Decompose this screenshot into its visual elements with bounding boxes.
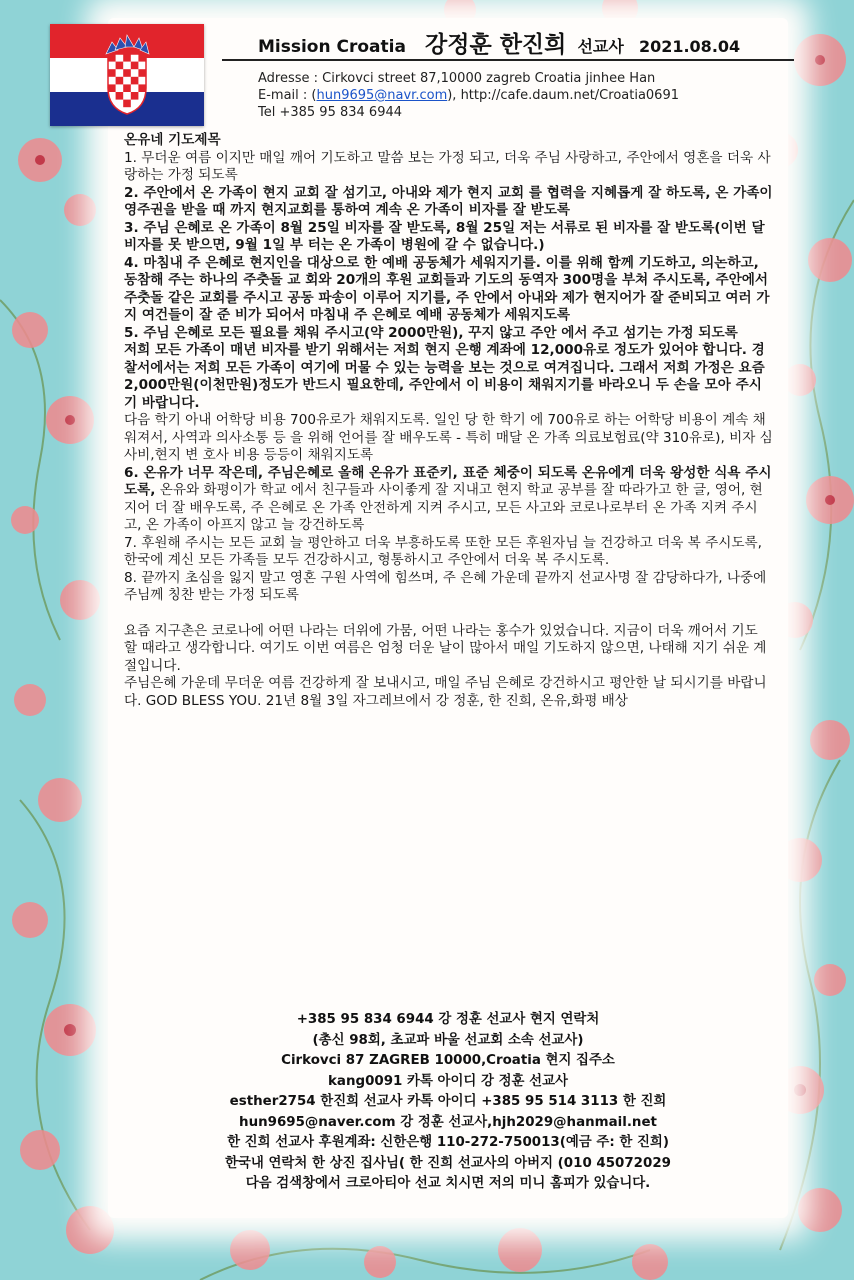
tuition-note: 다음 학기 아내 어학당 비용 700유로가 채워지도록. 일인 당 한 학기 에 700유로 하는 어학당 비용이 계속 채워져서, 사역과 의사소통 등 을 위해 언어를 잘 배우도록 - 특히 매달 온 가족 의료보험료(약 310유로), 비자 심사비,현지 변 호사 비용 등등이 채워지도록 bbox=[124, 412, 773, 463]
prayer-item-5: 5. 주님 은혜로 모든 필요를 채워 주시고(약 2000만원), 꾸지 않고 주안 에서 주고 섬기는 가정 되도록 bbox=[124, 324, 738, 341]
footer-line-9: 다음 검색창에서 크로아티아 선교 치시면 저의 미니 홈피가 있습니다. bbox=[245, 1176, 651, 1191]
footer-line-6: hun9695@naver.com 강 정훈 선교사,hjh2029@hanmail.net bbox=[239, 1114, 657, 1130]
header-title bbox=[258, 26, 818, 58]
address-line: Adresse : Cirkovci street 87,10000 zagreb Croatia jinhee Han bbox=[258, 71, 656, 86]
footer-line-8: 한국내 연락처 한 상진 집사님( 한 진희 선교사의 아버지 (010 45072029 bbox=[225, 1155, 671, 1171]
tel-line: Tel +385 95 834 6944 bbox=[258, 105, 403, 120]
prayer-item-6-rest: 온유와 화평이가 학교 에서 친구들과 사이좋게 잘 지내고 현지 학교 공부를 잘 따라가고 한 글, 영어, 현지어 더 잘 배우도록, 주 은혜로 온 가족 안전하게 지켜 주시고, 모든 사고와 코로나로부터 온 가족 지켜 주시고, 온 가족이 아프지 않고 늘 강건하도록 bbox=[124, 482, 763, 533]
email-link[interactable]: hun9695@navr.com bbox=[316, 88, 448, 103]
prayer-item-8: 8. 끝까지 초심을 잃지 말고 영혼 구원 사역에 힘쓰며, 주 은혜 가운데 끝까지 선교사명 잘 감당하다가, 나중에 주님께 칭찬 받는 가정 되도록 bbox=[124, 569, 767, 603]
footer-line-5: esther2754 한진희 선교사 카톡 아이디 +385 95 514 3113 한 진희 bbox=[229, 1094, 667, 1109]
footer-line-4: kang0091 카톡 아이디 강 정훈 선교사 bbox=[328, 1073, 568, 1089]
prayer-item-4: 4. 마침내 주 은혜로 현지인을 대상으로 한 예배 공동체가 세워지기를. 이를 위해 함께 기도하고, 의논하고, 동참해 주는 하나의 주춧돌 교 회와 20개의 후원 교회들과 기도의 동역자 300명을 부쳐 주시도록, 주안에서 주춧돌 같은 교회를 주시고 공동 파송이 이루어 지기를, 주 안에서 아내와 제가 현지어가 잘 준비되고 여러 가지 여건들이 잘 준 비가 되어서 마침내 주 은혜로 예배 공동체가 세워지도록 bbox=[124, 254, 770, 323]
prayer-heading: 온유네 기도제목 bbox=[124, 132, 221, 148]
letter-body bbox=[124, 132, 774, 710]
footer-line-7: 한 진희 선교사 후원계좌: 신한은행 110-272-750013(예금 주: 한 진희) bbox=[227, 1135, 669, 1150]
missionary-role: 선교사 bbox=[577, 37, 624, 56]
email-prefix: E-mail : ( bbox=[258, 88, 317, 103]
footer-line-1: +385 95 834 6944 강 정훈 선교사 현지 연락처 bbox=[296, 1012, 600, 1027]
prayer-item-7: 7. 후원해 주시는 모든 교회 늘 평안하고 더욱 부흥하도록 또한 모든 후원자님 늘 건강하고 더욱 복 주시도록, 한국에 계신 모든 가족들 모두 건강하시고, 형통하시고 주안에서 더욱 복 주시도록. bbox=[124, 534, 762, 568]
footer-line-3: Cirkovci 87 ZAGREB 10000,Croatia 현지 집주소 bbox=[281, 1053, 615, 1068]
letter-paragraph-1: 요즘 지구촌은 코로나에 어떤 나라는 더위에 가뭄, 어떤 나라는 홍수가 있었습니다. 지금이 더욱 깨어서 기도 할 때라고 생각합니다. 여기도 이번 여름은 엄청 더운 날이 많아서 매일 기도하지 않으면, 나태해 지기 쉬운 계절입니다. bbox=[124, 622, 767, 674]
letter-paragraph-2: 주님은혜 가운데 무더운 여름 건강하게 잘 보내시고, 매일 주님 은혜로 강건하시고 평안한 날 되시기를 바랍니다. GOD BLESS YOU. 21년 8월 3일 자그레브에서 강 정훈, 한 진희, 온유,화평 배상 bbox=[124, 675, 767, 709]
email-suffix: ), http://cafe.daum.net/Croatia0691 bbox=[447, 88, 679, 103]
footer-line-2: (총신 98회, 초교파 바울 선교회 소속 선교사) bbox=[312, 1032, 584, 1048]
footer-contacts bbox=[118, 1010, 778, 1195]
mission-title: Mission Croatia bbox=[258, 37, 406, 57]
prayer-item-2: 2. 주안에서 온 가족이 현지 교회 잘 섬기고, 아내와 제가 현지 교회 를 협력을 지혜롭게 잘 하도록, 온 가족이 영주권을 받을 때 까지 현지교회를 통하여 계속 온 가족이 비자를 잘 받도록 bbox=[124, 184, 773, 218]
contact-block bbox=[258, 70, 679, 121]
email-line bbox=[258, 87, 679, 104]
spacer bbox=[124, 605, 774, 623]
letter-date: 2021.08.04 bbox=[638, 37, 741, 56]
prayer-item-1: 1. 무더운 여름 이지만 매일 깨어 기도하고 말씀 보는 가정 되고, 더욱 주님 사랑하고, 주안에서 영혼을 더욱 사랑하는 가정 되도록 bbox=[124, 149, 771, 183]
prayer-item-6-bold: 6. 온유가 너무 작은데, 주님은혜로 올해 온유가 표준키, 표준 체중이 되도록 온유에게 더욱 왕성한 식욕 주시도록, bbox=[124, 464, 772, 498]
visa-note: 저희 모든 가족이 매년 비자를 받기 위해서는 저희 현지 은행 계좌에 12,000유로 정도가 있어야 합니다. 경찰서에서는 저희 모든 가족이 여기에 머물 수 있는 능력을 보는 것으로 여겨집니다. 그래서 저희 가정은 요즘 2,000만원(이천만원)정도가 반드시 필요한데, 주안에서 이 비용이 채워지기를 바라오니 두 손을 모아 주시기 바랍니다. bbox=[124, 342, 765, 411]
prayer-item-3: 3. 주님 은혜로 온 가족이 8월 25일 비자를 잘 받도록, 8월 25일 저는 서류로 된 비자를 잘 받도록(이번 달 비자를 못 받으면, 9월 1일 부 터는 온 가족이 병원에 갈 수 없습니다.) bbox=[124, 219, 765, 253]
header-divider bbox=[222, 59, 794, 61]
prayer-item-6 bbox=[124, 465, 774, 535]
croatia-flag-icon bbox=[50, 24, 204, 126]
missionary-names: 강정훈 한진희 bbox=[425, 32, 567, 58]
